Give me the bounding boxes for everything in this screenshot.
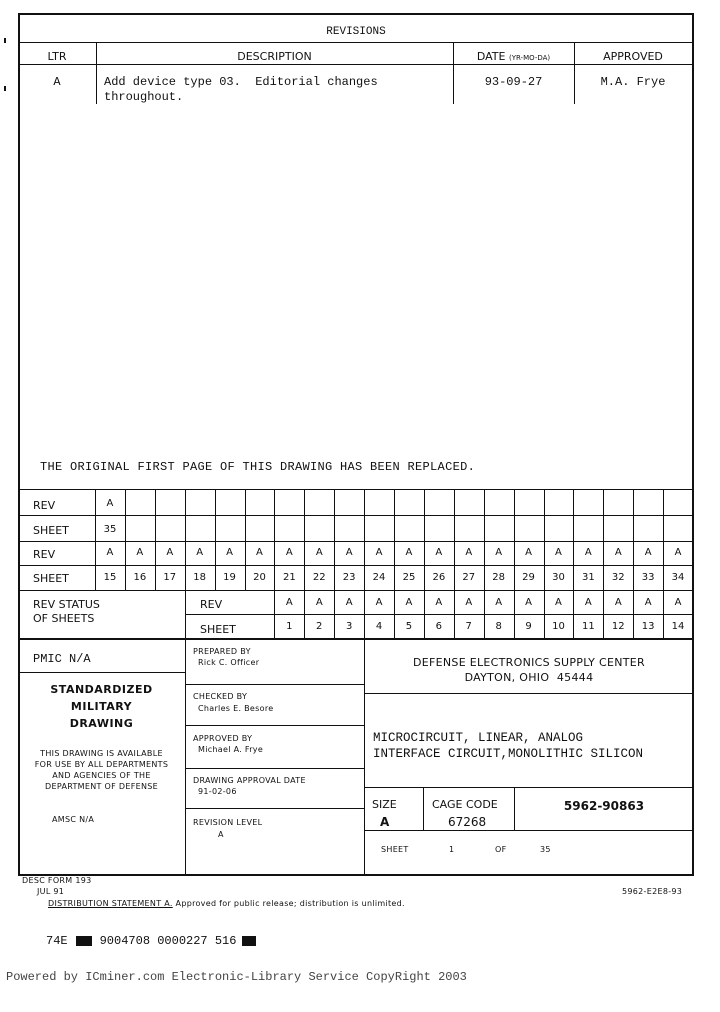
revision-description-1: Add device type 03. Editorial changes (104, 75, 378, 89)
rev-status-cell: A (285, 597, 293, 608)
title-line-1: MICROCIRCUIT, LINEAR, ANALOG (373, 731, 584, 745)
edge-mark (4, 86, 6, 91)
rev-cell: A (674, 547, 682, 558)
rev-status-cell: A (435, 597, 443, 608)
standardized-3: DRAWING (69, 717, 134, 730)
rev-label-top: REV (33, 499, 56, 512)
sheet-cell: 20 (253, 572, 266, 583)
availability-4: DEPARTMENT OF DEFENSE (45, 782, 158, 791)
revision-date: 93-09-27 (484, 75, 543, 89)
sheet-cell: 17 (163, 572, 177, 583)
sheet-status-cell: 8 (495, 621, 502, 632)
sheet-status-cell: 2 (316, 621, 323, 632)
sheet-cell: 24 (372, 572, 386, 583)
rev-cell: A (584, 547, 592, 558)
sheet-label-status: SHEET (200, 623, 236, 636)
availability-2: FOR USE BY ALL DEPARTMENTS (34, 760, 169, 769)
sheet-status-cell: 9 (525, 621, 532, 632)
rev-status-cell: A (525, 597, 532, 608)
distribution-text: Approved for public release; distribution is unlimited. (175, 899, 405, 908)
size-label: SIZE (372, 798, 397, 811)
sheet-cell: 33 (641, 572, 655, 583)
sheet-cell: 25 (402, 572, 416, 583)
rev-cell: A (106, 547, 114, 558)
size-value: A (380, 815, 390, 829)
availability-3: AND AGENCIES OF THE (52, 771, 151, 780)
code-right: 5962-E2E8-93 (622, 887, 683, 896)
rev-status-cell: A (644, 597, 652, 608)
sheet-status-cell: 3 (345, 621, 353, 632)
standardized-2: MILITARY (70, 700, 133, 713)
header-approved: APPROVED (603, 50, 663, 63)
rev-status-cell: A (465, 597, 473, 608)
approved-label: APPROVED BY (193, 734, 253, 743)
barcode-line (46, 934, 256, 948)
rev-status-cell: A (614, 597, 622, 608)
header-description: DESCRIPTION (237, 50, 312, 63)
sheet-cell: 18 (193, 572, 206, 583)
sheet-cell: 16 (133, 572, 147, 583)
rev-status-label-2: OF SHEETS (33, 612, 95, 625)
sheet-of-label: OF (495, 845, 507, 854)
prepared-label: PREPARED BY (193, 647, 251, 656)
rev-status-cell: A (495, 597, 503, 608)
rev-cell: A (465, 547, 473, 558)
rev-cell: A (166, 547, 174, 558)
rev-cell: A (435, 547, 443, 558)
barcode-block (76, 936, 92, 946)
sheet-cell: 26 (432, 572, 446, 583)
sheet-status-cell: 5 (405, 621, 413, 632)
rev-status-label-1: REV STATUS (33, 598, 100, 611)
rev-status-cell: A (375, 597, 383, 608)
rev-status-cell: A (584, 597, 592, 608)
form-line-2: JUL 91 (37, 887, 65, 896)
rev-cell: A (106, 498, 114, 509)
header-date-format: (YR-MO-DA) (508, 54, 551, 62)
rev-cell: A (405, 547, 413, 558)
sheet-cell: 23 (342, 572, 356, 583)
rev-cell: A (315, 547, 323, 558)
sheet-total: 35 (540, 845, 551, 854)
sheet-status-cell: 13 (641, 621, 655, 632)
approved-name: Michael A. Frye (198, 745, 264, 754)
checked-label: CHECKED BY (193, 692, 248, 701)
sheet-cell: 35 (103, 524, 117, 535)
rev-status-cell: A (405, 597, 413, 608)
rev-status-cell: A (555, 597, 562, 608)
barcode-numbers: 9004708 0000227 516 (99, 934, 237, 948)
sheet-status-cell: 4 (375, 621, 383, 632)
rev-status-cell: A (345, 597, 353, 608)
standardized-1: STANDARDIZED (50, 683, 153, 696)
rev-cell: A (495, 547, 503, 558)
sheet-label-mid: SHEET (33, 572, 69, 585)
approval-date-label: DRAWING APPROVAL DATE (193, 776, 306, 785)
edge-mark (4, 38, 6, 43)
sheet-status-cell: 14 (671, 621, 685, 632)
rev-status-cell: A (674, 597, 682, 608)
agency-line-2: DAYTON, OHIO 45444 (464, 671, 594, 684)
rev-cell: A (525, 547, 532, 558)
header-date-label: DATE (476, 50, 506, 63)
powered-by: Powered by ICminer.com Electronic-Library Service CopyRight 2003 (6, 970, 467, 984)
sheet-cell: 22 (312, 572, 326, 583)
rev-status-cell: A (315, 597, 323, 608)
sheet-number: 1 (449, 845, 455, 854)
cage-value: 67268 (448, 815, 487, 829)
revision-level-value: A (218, 830, 224, 839)
rev-cell: A (285, 547, 293, 558)
sheet-cell: 31 (581, 572, 595, 583)
form-line-1: DESC FORM 193 (22, 876, 92, 885)
sheet-status-cell: 10 (552, 621, 565, 632)
rev-cell: A (375, 547, 383, 558)
sheet-status-cell: 11 (581, 621, 595, 632)
revision-approved: M.A. Frye (600, 75, 666, 89)
pmic: PMIC N/A (33, 652, 91, 666)
sheet-cell: 32 (611, 572, 625, 583)
sheet-cell: 28 (492, 572, 505, 583)
sheet-cell: 34 (671, 572, 685, 583)
sheet-status-cell: 6 (435, 621, 443, 632)
sheet-cell: 30 (552, 572, 565, 583)
sheet-status-cell: 1 (286, 621, 293, 632)
rev-cell: A (614, 547, 622, 558)
amsc: AMSC N/A (52, 815, 95, 824)
sheet-status-cell: 12 (611, 621, 625, 632)
replaced-note: THE ORIGINAL FIRST PAGE OF THIS DRAWING HAS BEEN REPLACED. (40, 460, 476, 474)
revision-level-label: REVISION LEVEL (193, 818, 263, 827)
rev-cell: A (136, 547, 144, 558)
cage-label: CAGE CODE (432, 798, 498, 811)
sheet-cell: 29 (522, 572, 535, 583)
rev-cell: A (345, 547, 353, 558)
distribution-label: DISTRIBUTION STATEMENT A. (48, 899, 173, 908)
distribution (48, 899, 405, 908)
header-date (453, 50, 574, 63)
barcode-block (242, 936, 256, 946)
sheet-cell: 19 (223, 572, 236, 583)
availability-1: THIS DRAWING IS AVAILABLE (40, 749, 163, 758)
rev-cell: A (555, 547, 562, 558)
header-ltr: LTR (47, 50, 67, 63)
sheet-cell: 15 (103, 572, 117, 583)
revision-description-2: throughout. (104, 90, 184, 104)
approval-date-value: 91-02-06 (198, 787, 237, 796)
rev-cell: A (226, 547, 233, 558)
prepared-name: Rick C. Officer (198, 658, 260, 667)
rev-label-mid: REV (33, 548, 56, 561)
sheet-cell: 21 (282, 572, 296, 583)
sheet-status-cell: 7 (465, 621, 472, 632)
sheet-label-top: SHEET (33, 524, 69, 537)
sheet-label: SHEET (381, 845, 409, 854)
agency-line-1: DEFENSE ELECTRONICS SUPPLY CENTER (413, 656, 645, 669)
barcode-prefix: 74E (46, 934, 68, 948)
title-line-2: INTERFACE CIRCUIT,MONOLITHIC SILICON (373, 747, 644, 761)
rev-cell: A (644, 547, 652, 558)
rev-cell: A (256, 547, 263, 558)
revision-ltr: A (53, 75, 61, 89)
checked-name: Charles E. Besore (198, 704, 274, 713)
revisions-title: REVISIONS (326, 26, 386, 38)
rev-label-status: REV (200, 598, 223, 611)
sheet-cell: 27 (462, 572, 476, 583)
drawing-number: 5962-90863 (563, 799, 645, 813)
rev-cell: A (196, 547, 204, 558)
